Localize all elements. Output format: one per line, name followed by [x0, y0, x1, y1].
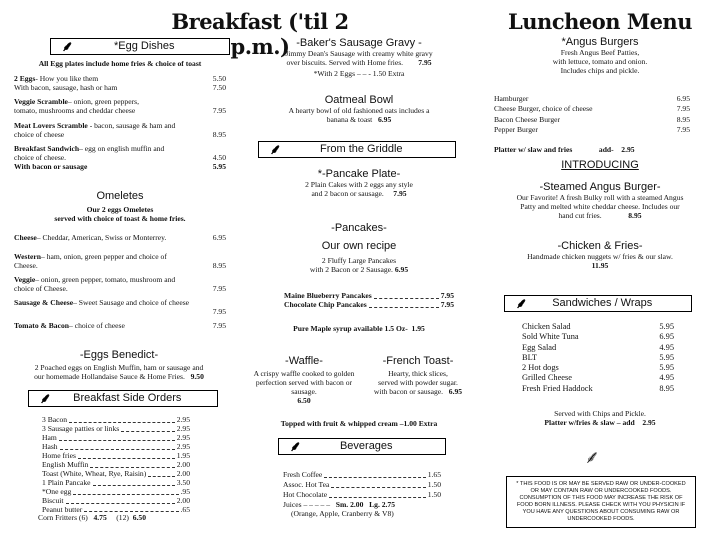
- omeletes-intro: Our 2 eggs Omeletes: [86, 204, 154, 214]
- side-order-item: 3 Bacon 2.95: [42, 415, 190, 424]
- angus-title: *Angus Burgers: [561, 36, 639, 48]
- baker-gravy-section: [254, 37, 464, 79]
- raw-food-disclaimer: * THIS FOOD IS OR MAY BE SERVED RAW OR UNDER-COOKED OR MAY CONTAIN RAW OR UNDERCOOKED FOODS. CONSUMPTION OF THIS FOOD MAY INCREASE THE RISK OF FOOD BORN ILLNESS. PLEASE CHECK WITH YOU PHYSICIN IF YOU HAVE ANY QUESTIONS ABOUT CONSUMING RAW OR UNDERCOOKED FOODS.: [506, 476, 696, 528]
- topped-extra: Topped with fruit & whipped cream –1.00 Extra: [280, 419, 438, 428]
- side-order-item: Home fries 1.95: [42, 450, 190, 460]
- steamed-desc: Our Favorite! A fresh Bulky roll with a steamed Angus: [516, 192, 684, 202]
- side-order-item: Ham 2.95: [42, 432, 190, 442]
- menu-item: Cheese– Cheddar, American, Swiss or Monterrey. 6.95: [14, 232, 226, 242]
- side-orders-header: ⸙ Breakfast Side Orders: [28, 390, 218, 407]
- waffle-title: -Waffle-: [285, 355, 323, 367]
- sandwich-item: 2 Hot dogs 5.95: [522, 363, 674, 372]
- oatmeal-desc: A hearty bowl of old fashioned oats includes a: [288, 105, 430, 115]
- sandwich-list: [522, 322, 674, 394]
- sandwich-served: Served with Chips and Pickle.: [554, 409, 646, 418]
- oatmeal-price: 6.95: [377, 114, 392, 124]
- burger-platter: Platter w/ slaw and fries add- 2.95: [494, 145, 635, 154]
- egg-dishes-intro: All Egg plates include home fries & choice of toast: [38, 59, 202, 68]
- steamed-title: -Steamed Angus Burger-: [539, 181, 661, 193]
- sandwich-platter: Platter w/fries & slaw – add: [544, 417, 635, 427]
- menu-item: Breakfast Sandwich– egg on english muffin and choice of cheese. 4.50: [14, 143, 226, 162]
- side-order-item: Biscuit 2.00: [42, 495, 190, 505]
- eggs-benedict-desc: 2 Poached eggs on English Muffin, ham or sausage and: [34, 362, 204, 372]
- sandwich-item: Grilled Cheese 4.95: [522, 373, 674, 383]
- beverages-list: [283, 470, 441, 519]
- egg-dishes-header: ⸙ *Egg Dishes: [50, 38, 230, 55]
- side-order-item: 3 Sausage patties or links 2.95: [42, 423, 190, 433]
- burger-item: Bacon Cheese Burger 8.95: [494, 114, 690, 124]
- angus-desc: Fresh Angus Beef Patties,: [560, 47, 640, 57]
- oatmeal-section: [254, 94, 464, 125]
- introducing-label: INTRODUCING: [561, 159, 639, 171]
- pancakes-desc: with 2 Bacon or 2 Sausage.: [309, 264, 393, 274]
- waffle-section: [250, 355, 358, 406]
- eggs-benedict-title: -Eggs Benedict-: [79, 349, 159, 361]
- sandwich-footer: [490, 410, 710, 428]
- beverage-item: Assoc. Hot Tea 1.50: [283, 479, 441, 489]
- wheat-icon: ⸙: [61, 38, 72, 55]
- wheat-icon: ⸙: [515, 295, 526, 312]
- side-order-item: Toast (White, Wheat, Rye, Raisin) 2.00: [42, 468, 190, 478]
- angus-desc: Includes chips and pickle.: [560, 65, 640, 75]
- french-toast-price: 6.95: [448, 386, 463, 396]
- wheat-icon: ⸙: [289, 438, 300, 455]
- pancake-specials: [284, 292, 454, 310]
- sandwich-item: Egg Salad 4.95: [522, 342, 674, 352]
- sandwich-platter-price: 2.95: [642, 417, 656, 427]
- omeletes-intro: served with choice of toast & home fries.: [54, 213, 186, 223]
- menu-item: With bacon or sausage 5.95: [14, 161, 226, 171]
- menu-item: Veggie– onion, green pepper, tomato, mushroom and choice of Cheese. 7.95: [14, 274, 226, 293]
- sandwich-item: Chicken Salad 5.95: [522, 322, 674, 331]
- pancakes-section: [254, 222, 464, 275]
- wheat-ornament: ⸙: [584, 447, 598, 467]
- menu-item: 2 Eggs- How you like them 5.50 With bacon, sausage, hash or ham 7.50: [14, 73, 226, 92]
- side-order-item: Peanut butter .65: [42, 504, 190, 514]
- angus-desc: with lettuce, tomato and onion.: [552, 56, 648, 66]
- beverage-item: Fresh Coffee 1.65: [283, 470, 441, 479]
- side-order-item: *One egg .95: [42, 486, 190, 496]
- steamed-price: 8.95: [628, 210, 642, 220]
- side-order-item: 1 Plain Pancake 3.50: [42, 477, 190, 487]
- eggs-benedict-section: [6, 349, 232, 382]
- menu-item: Sausage & Cheese– Sweet Sausage and choice of cheese 7.95: [14, 297, 226, 316]
- luncheon-title: Luncheon Menu: [508, 9, 692, 34]
- french-toast-desc: Hearty, thick slices,: [388, 368, 448, 378]
- beverage-item: Hot Chocolate 1.50: [283, 489, 441, 499]
- side-orders-list: [38, 415, 190, 523]
- steamed-desc: hand cut fries.: [558, 210, 602, 220]
- pancakes-title: -Pancakes-: [331, 222, 387, 234]
- baker-gravy-desc: Jimmy Dean's Sausage with creamy white gravy: [285, 48, 433, 58]
- menu-item: Chocolate Chip Pancakes 7.95: [284, 299, 454, 309]
- chicken-fries-desc: Handmade chicken nuggets w/ fries & our slaw.: [527, 251, 673, 261]
- baker-gravy-price: 7.95: [418, 57, 432, 67]
- baker-gravy-desc: over biscuits. Served with Home fries.: [286, 57, 404, 67]
- wheat-icon: ⸙: [269, 141, 280, 158]
- omeletes-title: Omeletes: [96, 190, 144, 202]
- eggs-benedict-price: 9.50: [190, 371, 204, 381]
- chicken-fries-section: [484, 240, 716, 271]
- french-toast-section: [366, 355, 470, 397]
- baker-gravy-extra: *With 2 Eggs – – - 1.50 Extra: [313, 68, 405, 78]
- burger-item: Pepper Burger 7.95: [494, 124, 690, 134]
- menu-item: Maine Blueberry Pancakes 7.95: [284, 291, 454, 300]
- angus-section: [490, 36, 710, 76]
- oatmeal-title: Oatmeal Bowl: [324, 94, 394, 106]
- chicken-fries-title: -Chicken & Fries-: [557, 240, 643, 252]
- pancake-plate-desc: and 2 bacon or sausage.: [311, 188, 384, 198]
- chicken-fries-price: 11.95: [591, 260, 609, 270]
- pancake-plate-desc: 2 Plain Cakes with 2 eggs any style: [305, 179, 413, 189]
- eggs-benedict-desc: our homemade Hollandaise Sauce & Home Fries.: [34, 371, 185, 381]
- menu-item: Meat Lovers Scramble - bacon, sausage & ham and choice of cheese 8.95: [14, 120, 226, 139]
- breakfast-title: Breakfast ('til 2 p.m.): [171, 9, 349, 59]
- side-order-item: English Muffin 2.00: [42, 459, 190, 469]
- omeletes-section: [14, 190, 226, 331]
- pancake-plate-title: *-Pancake Plate-: [317, 168, 401, 180]
- wheat-icon: ⸙: [39, 390, 50, 407]
- juices-flavors: (Orange, Apple, Cranberry & V8): [291, 509, 394, 519]
- juices-row: Juices – – – – – Sm. 2.00 Lg. 2.75: [283, 499, 396, 509]
- pancakes-desc: 2 Fluffy Large Pancakes: [321, 255, 397, 265]
- oatmeal-desc: banana & toast: [326, 114, 373, 124]
- burger-item: Cheese Burger, choice of cheese 7.95: [494, 104, 690, 114]
- baker-gravy-title: -Baker's Sausage Gravy -: [296, 37, 422, 49]
- sandwich-item: Sold White Tuna 6.95: [522, 332, 674, 342]
- french-toast-desc: with bacon or sausage.: [373, 386, 444, 396]
- corn-fritters: Corn Fritters (6) 4.75 (12) 6.50: [38, 513, 147, 523]
- menu-item: Tomato & Bacon– choice of cheese 7.95: [14, 320, 226, 330]
- french-toast-desc: served with powder sugar.: [378, 377, 458, 387]
- beverages-header: ⸙ Beverages: [278, 438, 446, 455]
- burger-list: [494, 94, 690, 155]
- pancake-plate-price: 7.95: [393, 188, 407, 198]
- menu-item: Western– ham, onion, green pepper and choice of Cheese. 8.95: [14, 251, 226, 270]
- pancakes-subtitle: Our own recipe: [321, 239, 397, 252]
- egg-dishes-section: [14, 60, 226, 172]
- pancake-plate-section: [254, 168, 464, 199]
- griddle-header: ⸙ From the Griddle: [258, 141, 456, 158]
- side-order-item: Hash 2.95: [42, 441, 190, 451]
- burger-item: Hamburger 6.95: [494, 94, 690, 103]
- steamed-section: [484, 181, 716, 221]
- maple-syrup-line: Pure Maple syrup available 1.5 Oz- 1.95: [293, 324, 425, 333]
- waffle-price: 6.50: [297, 395, 311, 405]
- steamed-desc: Patty and melted white cheddar cheese. Includes our: [520, 201, 680, 211]
- sandwich-item: BLT 5.95: [522, 352, 674, 362]
- pancakes-price: 6.95: [394, 264, 409, 274]
- sandwich-item: Fresh Fried Haddock 8.95: [522, 383, 674, 393]
- french-toast-title: -French Toast-: [382, 355, 454, 367]
- menu-item: Veggie Scramble– onion, green peppers, tomato, mushrooms and cheddar cheese 7.95: [14, 96, 226, 115]
- sandwiches-header: ⸙ Sandwiches / Wraps: [504, 295, 692, 312]
- waffle-desc: A crispy waffle cooked to golden perfection served with bacon or sausage.: [253, 368, 355, 396]
